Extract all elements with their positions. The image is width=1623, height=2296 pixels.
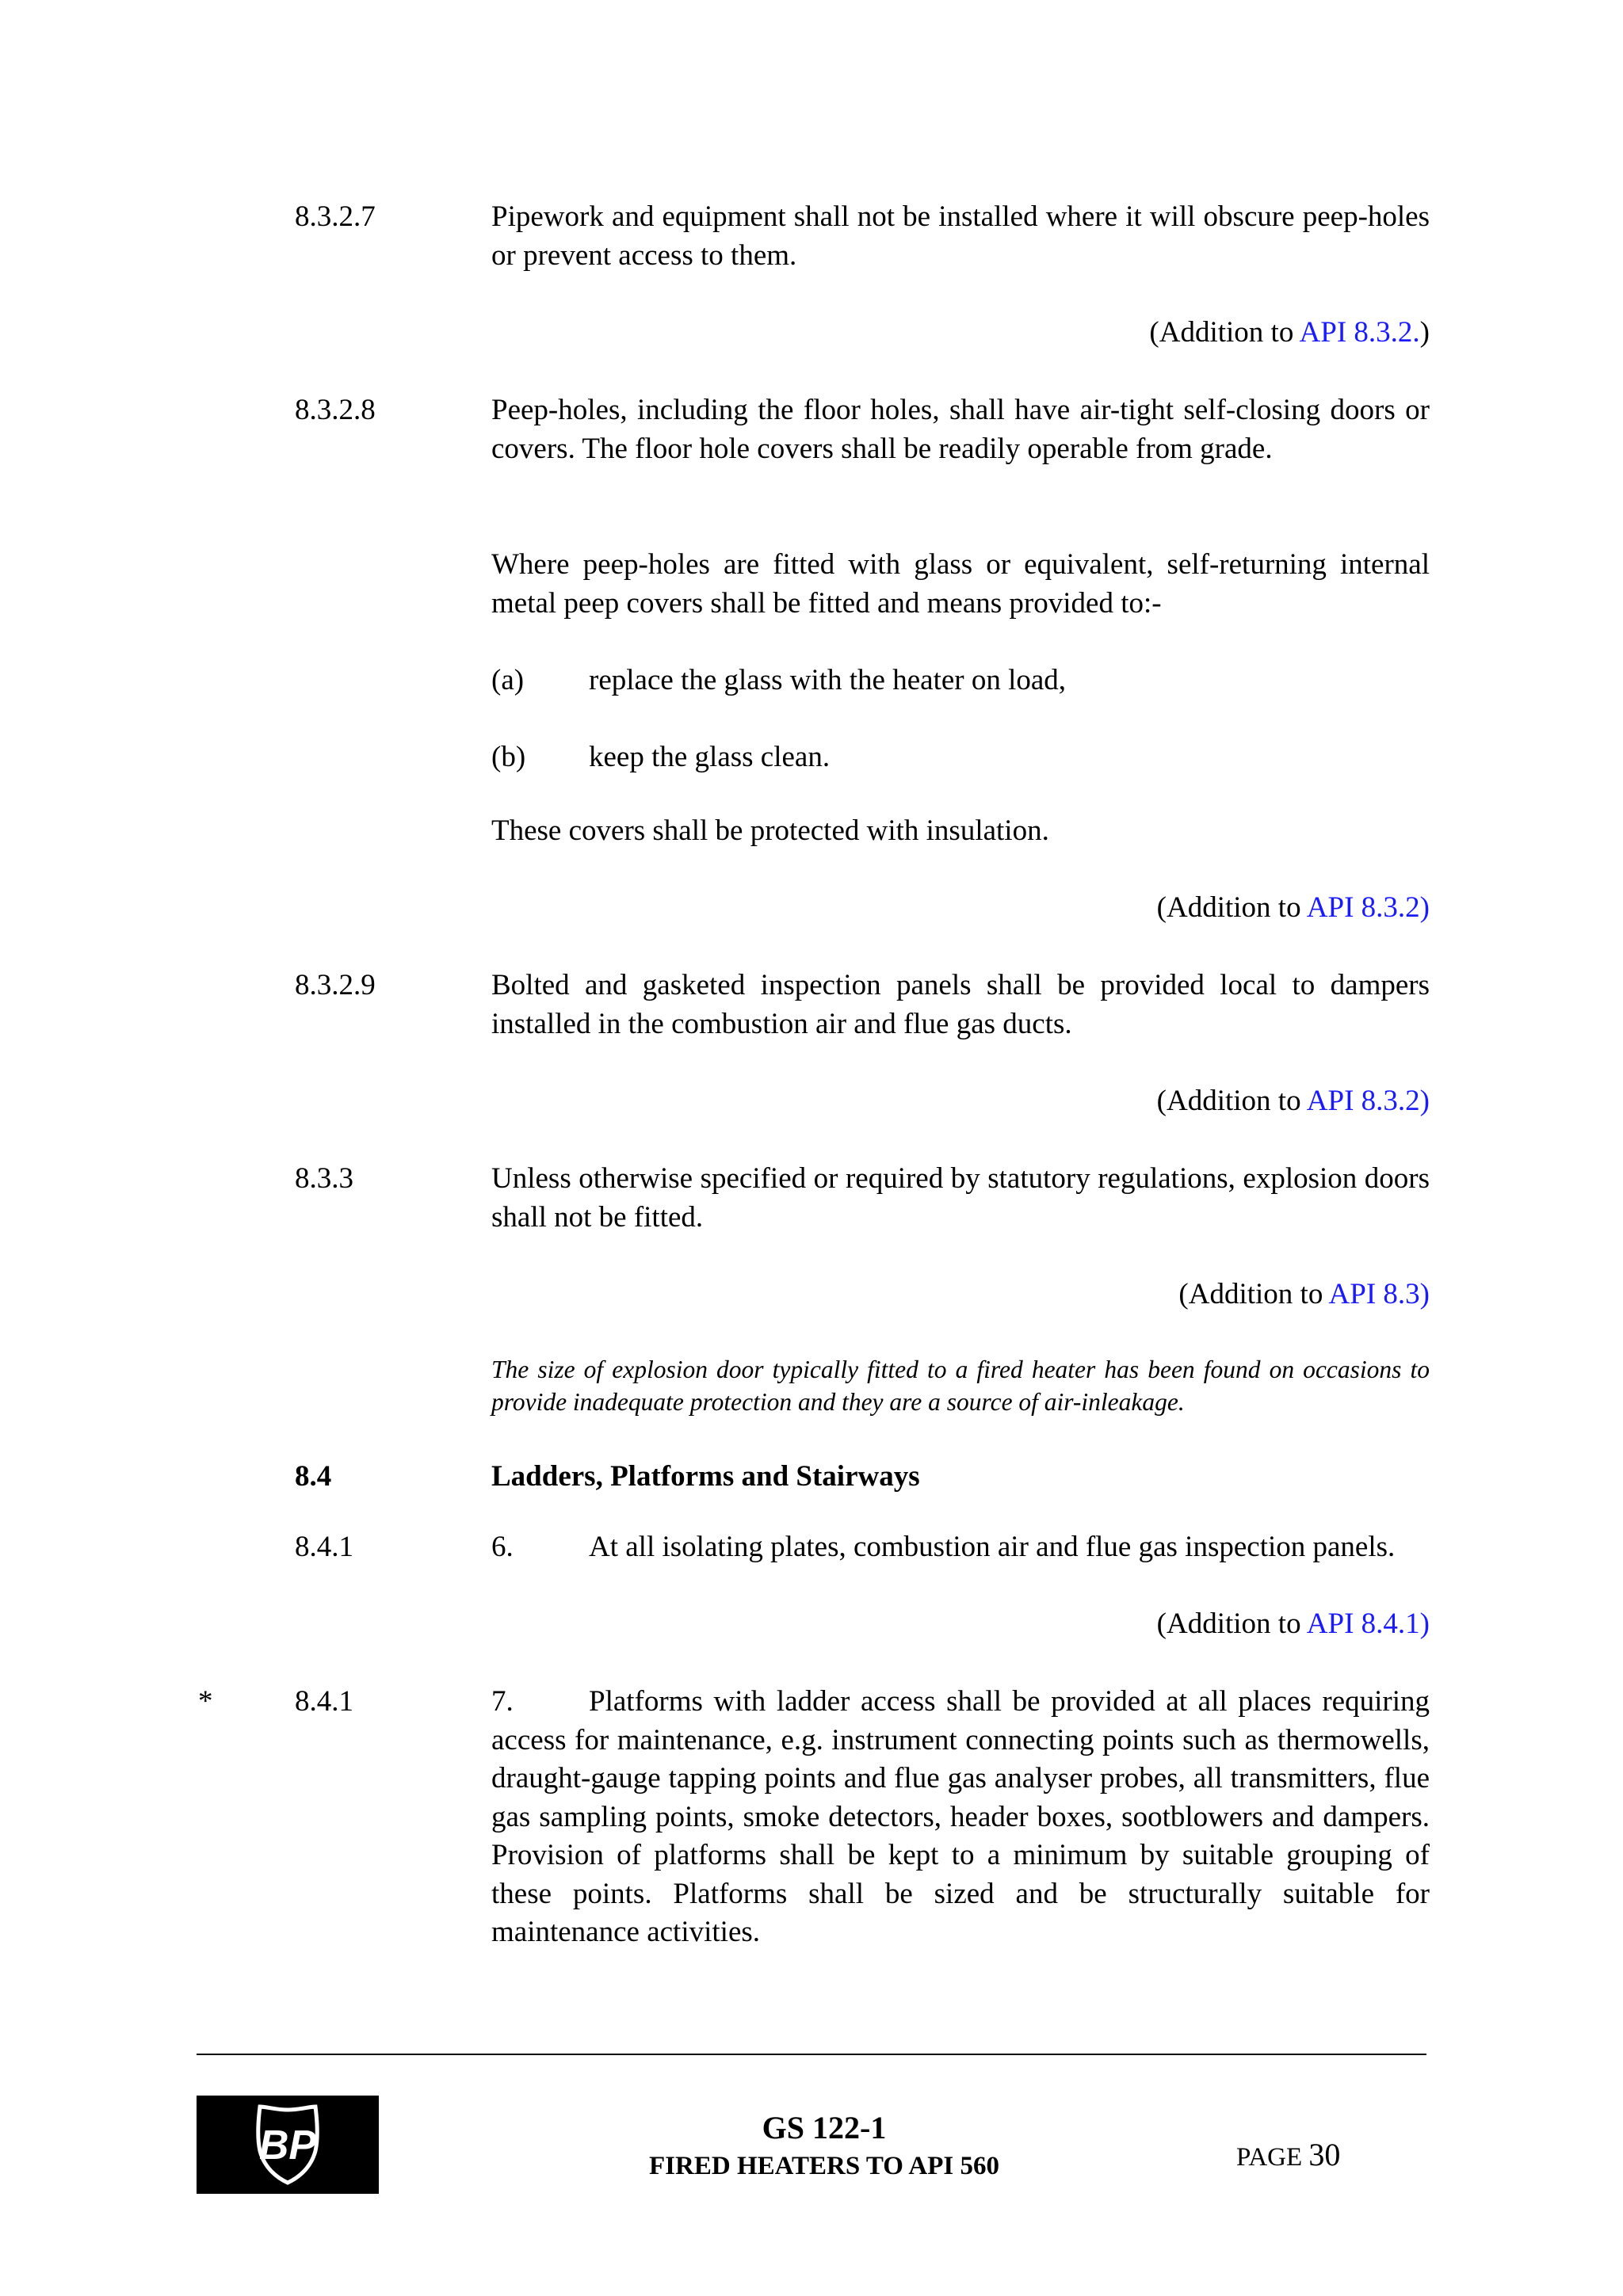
list-item-text: keep the glass clean.	[589, 741, 831, 773]
api-reference-link[interactable]: API 8.3.2)	[1306, 1085, 1430, 1117]
section-number: 8.4.1	[295, 1531, 353, 1563]
section-number: 8.4	[295, 1460, 332, 1493]
section-number: 8.4.1	[295, 1685, 353, 1718]
footer-divider	[197, 2054, 1426, 2055]
addition-prefix: (Addition to	[1156, 1085, 1307, 1117]
change-marker: *	[198, 1685, 213, 1718]
bp-shield-icon	[197, 2096, 379, 2194]
addition-suffix: )	[1419, 316, 1430, 349]
section-text: Where peep-holes are fitted with glass or equivalent, self-returning internal metal peep covers shall be fitted and means provided to:-	[491, 548, 1430, 620]
api-reference-link[interactable]: API 8.3.2.	[1299, 316, 1420, 349]
addition-prefix: (Addition to	[1156, 1608, 1307, 1640]
document-title: FIRED HEATERS TO API 560	[649, 2152, 999, 2180]
addition-note	[491, 889, 1430, 928]
api-reference-link[interactable]: API 8.3)	[1328, 1278, 1430, 1310]
page-indicator	[1236, 2138, 1340, 2175]
page-label: PAGE	[1236, 2143, 1303, 2172]
section-number: 8.3.2.7	[295, 200, 376, 233]
list-item-label: (a)	[491, 664, 525, 696]
svg-text:BP: BP	[258, 2122, 317, 2168]
addition-note	[491, 314, 1430, 353]
section-text: Unless otherwise specified or required by statutory regulations, explosion doors shall not be fitted.	[491, 1162, 1430, 1234]
section-text: Platforms with ladder access shall be provided at all places requiring access for maintenance, e.g. instrument connecting points such as thermowells, draught-gauge tapping points and flue gas analyser probes, all transmitters, flue gas sampling points, smoke detectors, header boxes, sootblowers and dampers. Provision of platforms shall be kept to a minimum by suitable grouping of these points. Platforms shall be sized and be structurally suitable for maintenance activities.	[491, 1685, 1430, 1948]
section-text: Peep-holes, including the floor holes, shall have air-tight self-closing doors or covers. The floor hole covers shall be readily operable from grade.	[491, 394, 1430, 465]
section-number: 8.3.2.8	[295, 394, 376, 426]
addition-note	[491, 1276, 1430, 1314]
api-reference-link[interactable]: API 8.4.1)	[1306, 1608, 1430, 1640]
section-text: These covers shall be protected with insulation.	[491, 814, 1049, 847]
section-number: 8.3.3	[295, 1162, 353, 1195]
addition-prefix: (Addition to	[1149, 316, 1300, 349]
list-item-text: replace the glass with the heater on load,	[589, 664, 1067, 696]
addition-prefix: (Addition to	[1156, 891, 1307, 924]
section-text: Pipework and equipment shall not be installed where it will obscure peep-holes or prevent access to them.	[491, 200, 1430, 272]
document-code: GS 122-1	[762, 2110, 887, 2145]
list-item-label: 6.	[491, 1531, 514, 1563]
section-heading: Ladders, Platforms and Stairways	[491, 1460, 920, 1493]
list-item-label: (b)	[491, 741, 526, 773]
bp-logo	[197, 2096, 379, 2194]
addition-note	[491, 1082, 1430, 1121]
page-number: 30	[1308, 2137, 1341, 2172]
italic-note: The size of explosion door typically fitted to a fired heater has been found on occasions to provide inadequate protection and they are a source of air-inleakage.	[491, 1356, 1430, 1416]
section-text: At all isolating plates, combustion air and flue gas inspection panels.	[589, 1531, 1396, 1563]
api-reference-link[interactable]: API 8.3.2)	[1306, 891, 1430, 924]
addition-prefix: (Addition to	[1178, 1278, 1329, 1310]
section-number: 8.3.2.9	[295, 969, 376, 1001]
addition-note	[491, 1605, 1430, 1644]
list-item-label: 7.	[491, 1685, 514, 1718]
section-text: Bolted and gasketed inspection panels shall be provided local to dampers installed in the combustion air and flue gas ducts.	[491, 969, 1430, 1040]
